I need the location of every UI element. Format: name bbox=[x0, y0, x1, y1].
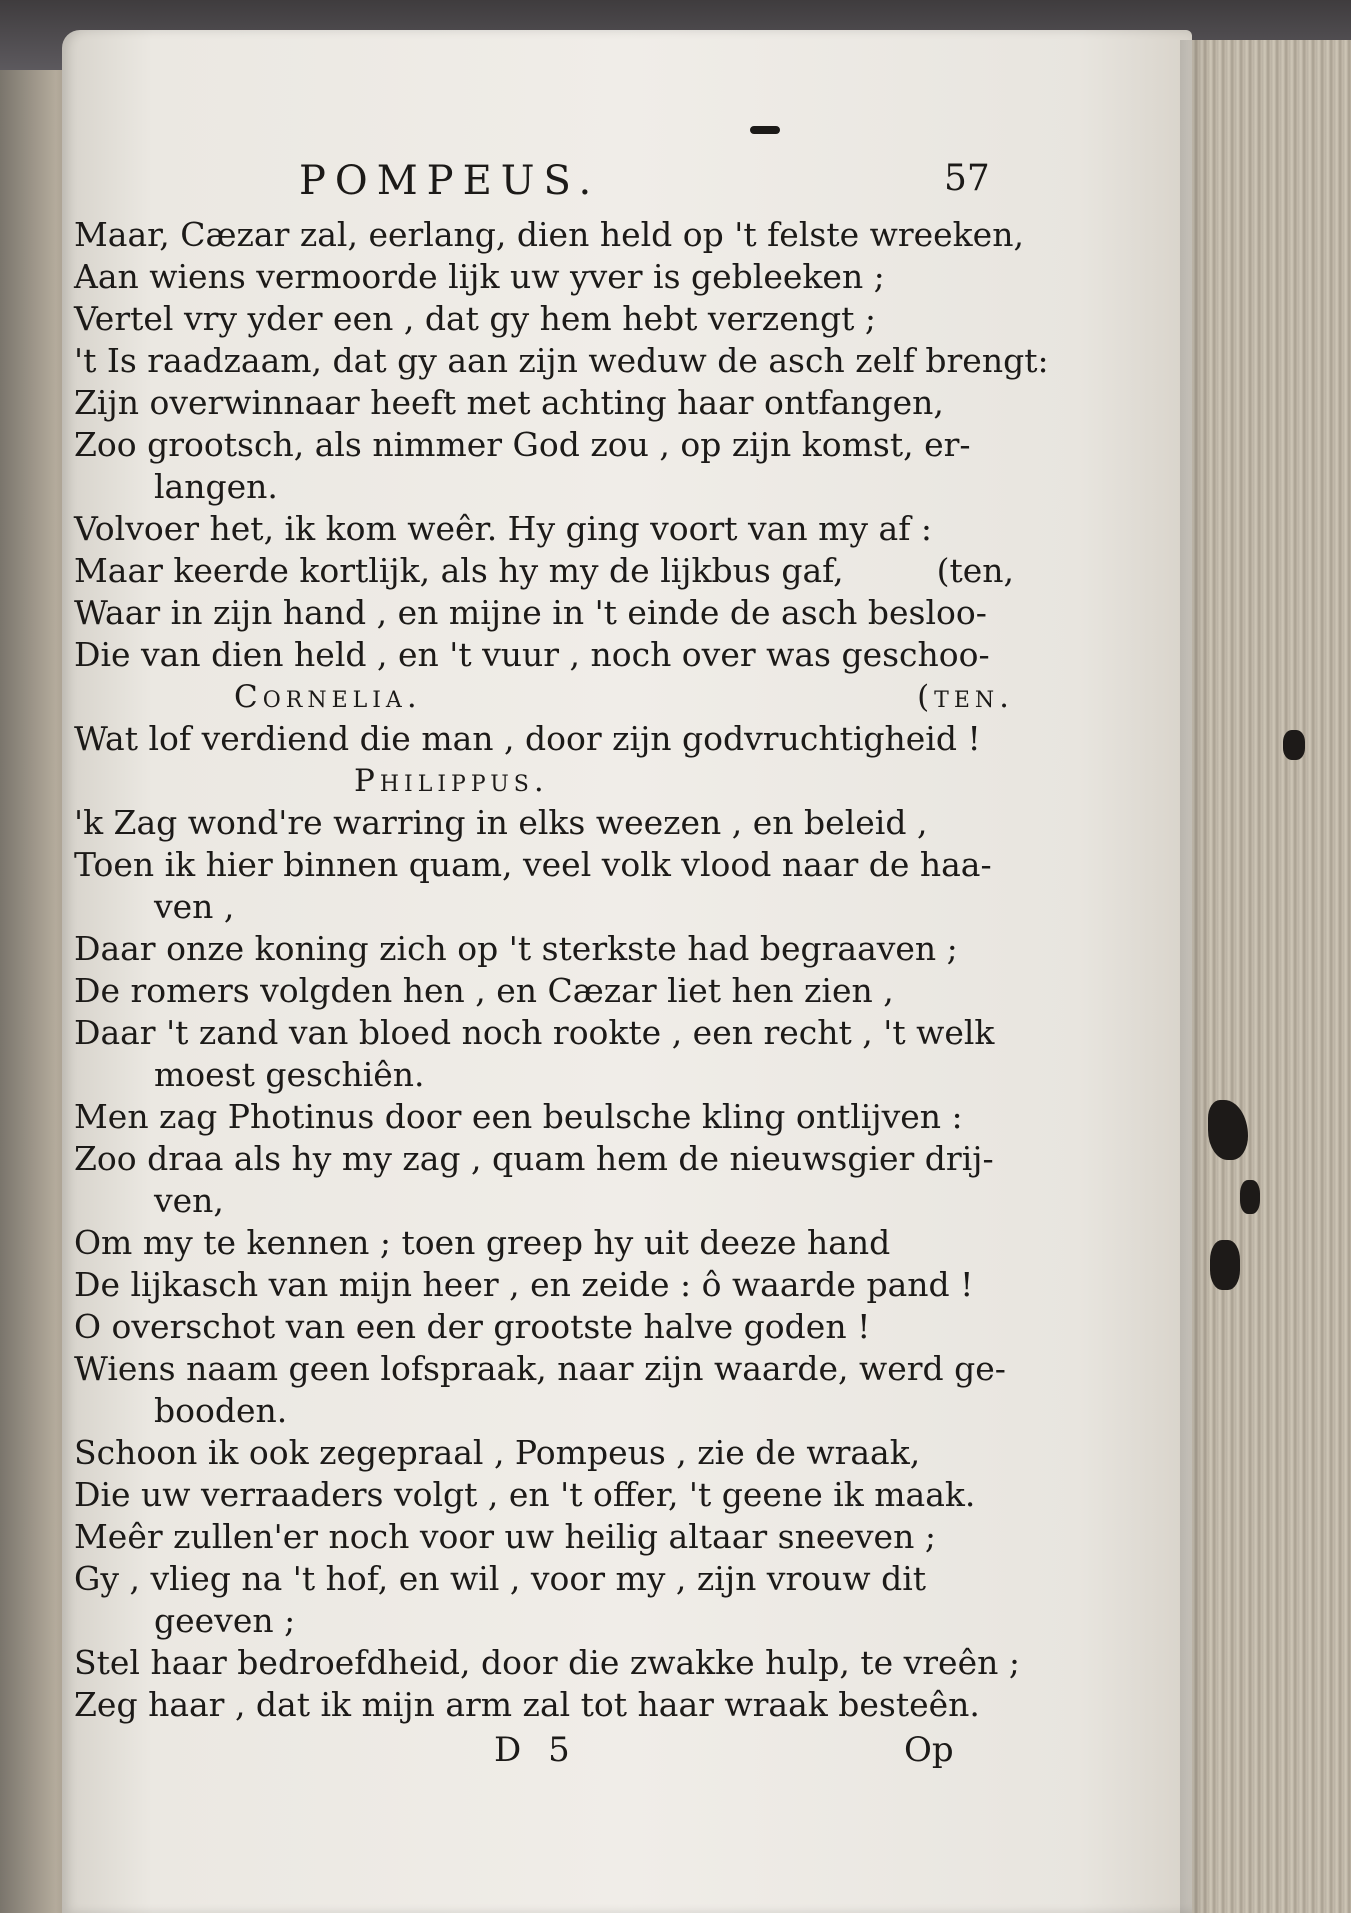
verse-text: Schoon ik ook zegepraal , Pompeus , zie de wraak, bbox=[74, 1433, 921, 1472]
verse-line bbox=[74, 1096, 1074, 1138]
verse-text: Daar 't zand van bloed noch rookte , een recht , 't welk bbox=[74, 1013, 995, 1052]
verse-text: Men zag Photinus door een beulsche kling ontlijven : bbox=[74, 1097, 963, 1136]
verse-lines bbox=[74, 214, 1074, 1726]
speaker-name bbox=[74, 676, 1074, 718]
verse-text: Maar keerde kortlijk, als hy my de lijkbus gaf, bbox=[74, 551, 844, 590]
verse-text: Maar, Cæzar zal, eerlang, dien held op 't felste wreeken, bbox=[74, 215, 1024, 254]
verse-text: Meêr zullen'er noch voor uw heilig altaar sneeven ; bbox=[74, 1517, 936, 1556]
verse-line bbox=[74, 1264, 1074, 1306]
verse-line bbox=[74, 550, 1074, 592]
verse-line bbox=[74, 298, 1074, 340]
page-stack-edges bbox=[1190, 40, 1351, 1913]
printer-mark bbox=[750, 126, 780, 134]
verse-text: Die van dien held , en 't vuur , noch over was geschoo- bbox=[74, 635, 990, 674]
verse-line bbox=[74, 256, 1074, 298]
verse-text: Gy , vlieg na 't hof, en wil , voor my , zijn vrouw dit bbox=[74, 1559, 927, 1598]
verse-text: moest geschiên. bbox=[154, 1055, 425, 1094]
speaker-label: Philippus. bbox=[354, 763, 549, 799]
signature-mark: D 5 bbox=[494, 1730, 578, 1770]
verse-text: Wiens naam geen lofspraak, naar zijn waarde, werd ge- bbox=[74, 1349, 1006, 1388]
verse-text: Toen ik hier binnen quam, veel volk vlood naar de haa- bbox=[74, 845, 992, 884]
catchword: Op bbox=[904, 1730, 954, 1770]
verse-line bbox=[74, 508, 1074, 550]
speaker-name bbox=[74, 760, 1074, 802]
verse-line bbox=[74, 1222, 1074, 1264]
verse-text: Aan wiens vermoorde lijk uw yver is gebleeken ; bbox=[74, 257, 885, 296]
verse-text: Om my te kennen ; toen greep hy uit deeze hand bbox=[74, 1223, 891, 1262]
verse-text: geeven ; bbox=[154, 1601, 296, 1640]
verse-line bbox=[74, 1474, 1074, 1516]
verse-text: Daar onze koning zich op 't sterkste had begraaven ; bbox=[74, 929, 958, 968]
verse-line bbox=[74, 1138, 1074, 1180]
verse-text: 'k Zag wond're warring in elks weezen , en beleid , bbox=[74, 803, 928, 842]
verse-text: ven, bbox=[154, 1181, 224, 1220]
verse-line bbox=[74, 1390, 1074, 1432]
verse-text: Waar in zijn hand , en mijne in 't einde de asch besloo- bbox=[74, 593, 987, 632]
turnover-text: (ten, bbox=[936, 551, 1014, 590]
verse-line bbox=[74, 1516, 1074, 1558]
verse-line bbox=[74, 466, 1074, 508]
verse-text: booden. bbox=[154, 1391, 288, 1430]
page-footer bbox=[74, 1730, 1074, 1776]
verse-line bbox=[74, 970, 1074, 1012]
verse-text: De lijkasch van mijn heer , en zeide : ô waarde pand ! bbox=[74, 1265, 974, 1304]
speaker-label: Cornelia. bbox=[234, 679, 422, 715]
ink-stain bbox=[1210, 1240, 1240, 1290]
page-shadow bbox=[1180, 40, 1210, 1913]
verse-line bbox=[74, 382, 1074, 424]
verse-line bbox=[74, 424, 1074, 466]
page-text bbox=[74, 150, 1074, 1776]
page-number: 57 bbox=[944, 158, 990, 199]
verse-text: Zijn overwinnaar heeft met achting haar ontfangen, bbox=[74, 383, 944, 422]
verse-line bbox=[74, 718, 1074, 760]
verse-line bbox=[74, 1642, 1074, 1684]
verse-text: Stel haar bedroefdheid, door die zwakke hulp, te vreên ; bbox=[74, 1643, 1020, 1682]
verse-text: Zoo draa als hy my zag , quam hem de nieuwsgier drij- bbox=[74, 1139, 994, 1178]
verse-line bbox=[74, 340, 1074, 382]
verse-line bbox=[74, 1348, 1074, 1390]
verse-line bbox=[74, 1558, 1074, 1600]
verse-text: Zeg haar , dat ik mijn arm zal tot haar wraak besteên. bbox=[74, 1685, 980, 1724]
verse-text: Vertel vry yder een , dat gy hem hebt verzengt ; bbox=[74, 299, 876, 338]
verse-line bbox=[74, 214, 1074, 256]
verse-line bbox=[74, 844, 1074, 886]
verse-text: Zoo grootsch, als nimmer God zou , op zijn komst, er- bbox=[74, 425, 971, 464]
verse-line bbox=[74, 1432, 1074, 1474]
verse-text: De romers volgden hen , en Cæzar liet hen zien , bbox=[74, 971, 894, 1010]
page-header bbox=[74, 150, 1074, 212]
verse-line bbox=[74, 1054, 1074, 1096]
verse-line bbox=[74, 1012, 1074, 1054]
verse-text: O overschot van een der grootste halve goden ! bbox=[74, 1307, 871, 1346]
verse-text: 't Is raadzaam, dat gy aan zijn weduw de asch zelf brengt: bbox=[74, 341, 1049, 380]
verse-text: langen. bbox=[154, 467, 278, 506]
ink-stain bbox=[1283, 730, 1305, 760]
verse-line bbox=[74, 592, 1074, 634]
verse-text: ven , bbox=[154, 887, 235, 926]
verse-line bbox=[74, 1306, 1074, 1348]
verse-text: Wat lof verdiend die man , door zijn godvruchtigheid ! bbox=[74, 719, 981, 758]
turnover-text: (ten. bbox=[917, 679, 1014, 715]
ink-stain bbox=[1240, 1180, 1260, 1214]
verse-line bbox=[74, 802, 1074, 844]
verse-line bbox=[74, 1600, 1074, 1642]
verse-text: Volvoer het, ik kom weêr. Hy ging voort van my af : bbox=[74, 509, 933, 548]
verse-text: Die uw verraaders volgt , en 't offer, 't geene ik maak. bbox=[74, 1475, 976, 1514]
verse-line bbox=[74, 928, 1074, 970]
verse-line bbox=[74, 634, 1074, 676]
verse-line bbox=[74, 1180, 1074, 1222]
verse-line bbox=[74, 886, 1074, 928]
running-title: POMPEUS. bbox=[299, 158, 601, 204]
verse-line bbox=[74, 1684, 1074, 1726]
